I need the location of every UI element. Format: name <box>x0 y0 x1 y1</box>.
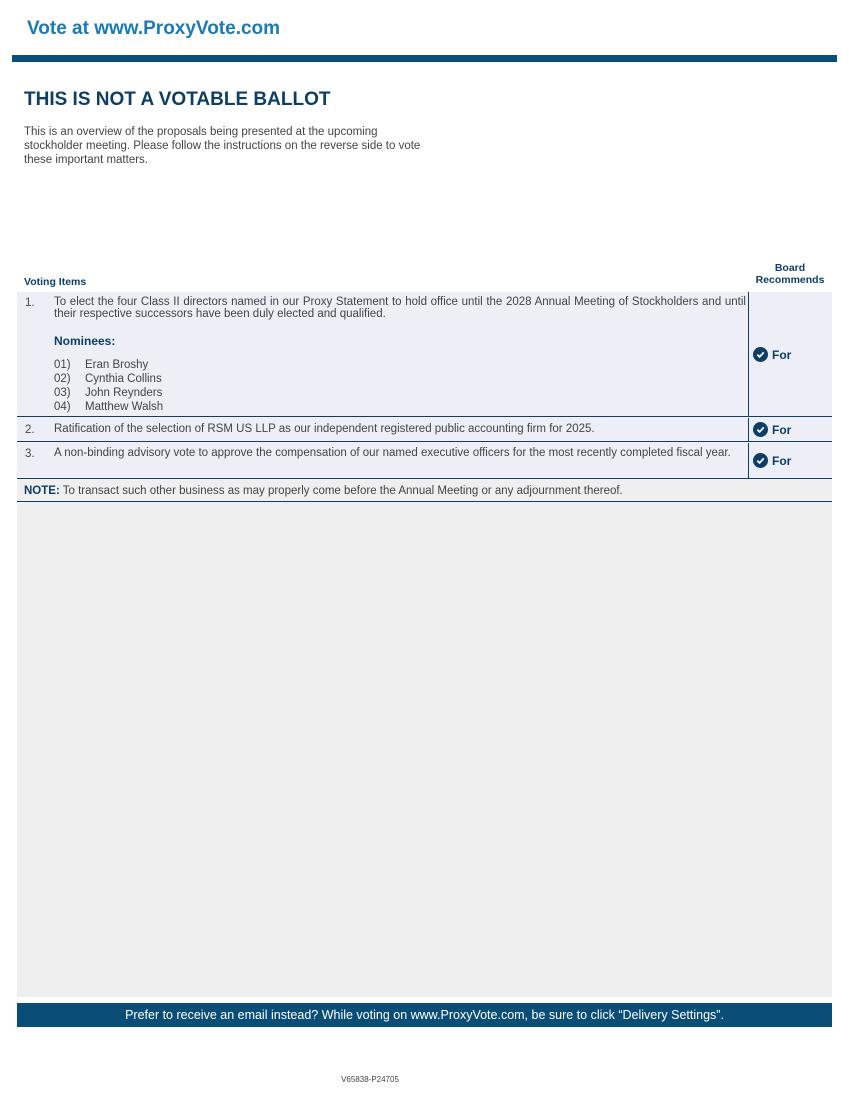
item-text: Ratification of the selection of RSM US LLP as our independent registered public accounting firm for 2025. <box>54 423 595 435</box>
nominee-number: 02) <box>54 373 71 385</box>
nominee-number: 04) <box>54 401 71 413</box>
column-header-board-recommends <box>748 262 832 286</box>
column-header-voting-items: Voting Items <box>24 276 87 288</box>
nominee-item <box>54 372 163 386</box>
recommendation-cell <box>748 443 832 478</box>
check-circle-icon <box>753 422 768 437</box>
nominee-number: 03) <box>54 387 71 399</box>
item-number: 1. <box>25 297 35 309</box>
header-divider <box>12 55 837 62</box>
recommendation-cell <box>748 292 832 416</box>
voting-item-1 <box>17 292 832 417</box>
nominee-name: Eran Broshy <box>85 359 149 371</box>
voting-item-2 <box>17 418 832 442</box>
voting-item-3 <box>17 443 832 479</box>
nominees-label: Nominees: <box>54 334 116 348</box>
note-body: To transact such other business as may properly come before the Annual Meeting or any adjournment thereof. <box>59 485 623 497</box>
recommendation-label: For <box>772 347 792 362</box>
proxyvote-link[interactable]: Vote at www.ProxyVote.com <box>27 18 281 39</box>
note-label: NOTE: <box>24 485 60 497</box>
board-header-line1: Board <box>774 262 806 274</box>
document-code: V65838-P24705 <box>341 1075 399 1084</box>
note-row <box>17 480 832 502</box>
note-text <box>24 485 623 497</box>
nominee-number: 01) <box>54 359 71 371</box>
check-circle-icon <box>753 347 768 362</box>
nominee-item <box>54 400 163 414</box>
nominee-item <box>54 358 163 372</box>
nominee-item <box>54 386 163 400</box>
item-number: 2. <box>25 424 35 436</box>
nominee-name: Cynthia Collins <box>85 373 162 385</box>
board-recommendation <box>753 453 791 468</box>
check-circle-icon <box>753 453 768 468</box>
recommendation-cell <box>748 418 832 441</box>
item-text: To elect the four Class II directors named in our Proxy Statement to hold office until the 2028 Annual Meeting of Stockholders and until their respective successors have been duly elected and qualified. <box>54 296 746 320</box>
item-number: 3. <box>25 448 35 460</box>
recommendation-label: For <box>772 422 792 437</box>
recommendation-label: For <box>772 453 792 468</box>
board-recommendation <box>753 347 791 362</box>
ballot-title: THIS IS NOT A VOTABLE BALLOT <box>24 89 331 110</box>
nominee-name: John Reynders <box>85 387 163 399</box>
board-header-line2: Recommends <box>755 274 825 286</box>
nominee-list <box>54 358 163 414</box>
item-text: A non-binding advisory vote to approve the compensation of our named executive officers for the most recently completed fiscal year. <box>54 447 731 459</box>
board-recommendation <box>753 422 791 437</box>
ballot-intro: This is an overview of the proposals being presented at the upcoming stockholder meeting. Please follow the instructions on the reverse side to vote these important matters. <box>24 126 421 166</box>
email-delivery-banner: Prefer to receive an email instead? While voting on www.ProxyVote.com, be sure to click “Delivery Settings”. <box>17 1003 832 1027</box>
nominee-name: Matthew Walsh <box>85 401 164 413</box>
